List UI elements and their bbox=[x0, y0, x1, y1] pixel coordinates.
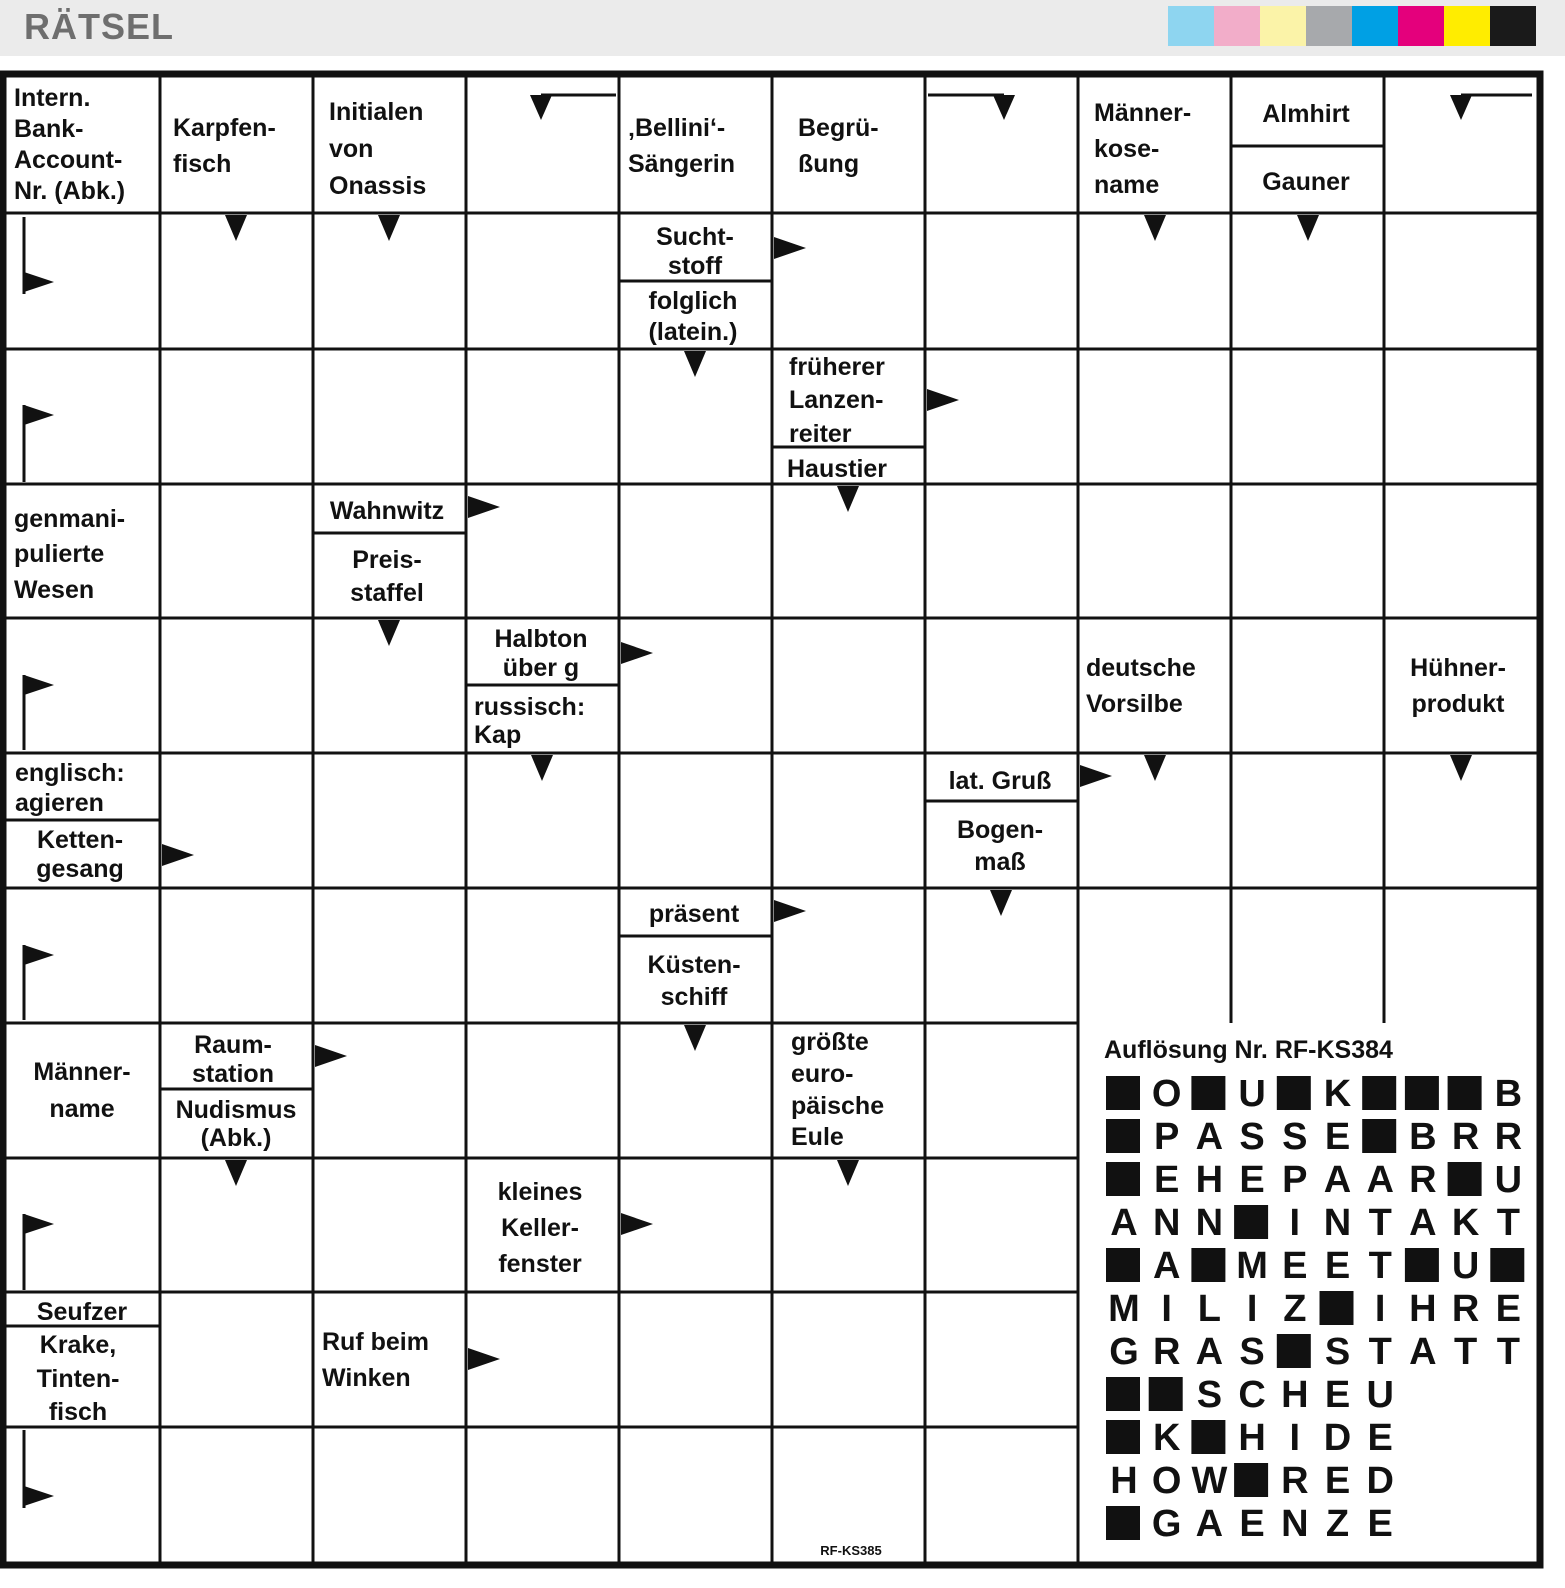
clue-text: Vorsilbe bbox=[1086, 690, 1183, 718]
solution-letter: E bbox=[1367, 1503, 1393, 1545]
solution-letter: U bbox=[1494, 1159, 1523, 1201]
header-bar bbox=[0, 0, 1565, 56]
clue-text: produkt bbox=[1411, 690, 1505, 718]
grid-cell[interactable] bbox=[466, 213, 619, 349]
clue-text: Lanzen- bbox=[789, 386, 884, 414]
solution-letter: A bbox=[1195, 1331, 1224, 1373]
grid-cell[interactable] bbox=[925, 1158, 1078, 1292]
solution-letter: I bbox=[1161, 1288, 1172, 1330]
grid-cell[interactable] bbox=[313, 1158, 466, 1292]
grid-cell[interactable] bbox=[1231, 888, 1384, 1023]
clue-text: kleines bbox=[497, 1178, 583, 1206]
clue-text: gesang bbox=[36, 855, 124, 883]
color-swatch bbox=[1398, 6, 1444, 46]
grid-cell[interactable] bbox=[466, 888, 619, 1023]
grid-cell[interactable] bbox=[313, 1023, 466, 1158]
solution-letter: K bbox=[1451, 1202, 1480, 1244]
black-square bbox=[1490, 1248, 1524, 1282]
clue-text: Haustier bbox=[787, 455, 888, 483]
clue-text: (latein.) bbox=[648, 318, 738, 346]
grid-cell[interactable] bbox=[619, 484, 772, 618]
black-square bbox=[1191, 1076, 1225, 1110]
grid-cell[interactable] bbox=[1231, 618, 1384, 753]
solution-letter: B bbox=[1494, 1073, 1523, 1115]
grid-cell[interactable] bbox=[1384, 484, 1537, 618]
grid-cell[interactable] bbox=[619, 1292, 772, 1427]
clue-text: fisch bbox=[173, 150, 232, 178]
black-square bbox=[1106, 1506, 1140, 1540]
clue-text: Almhirt bbox=[1262, 100, 1350, 128]
clue-cell bbox=[774, 79, 924, 212]
solution-letter: S bbox=[1324, 1331, 1351, 1373]
solution-letter: R bbox=[1494, 1116, 1523, 1158]
solution-letter: H bbox=[1238, 1417, 1266, 1459]
clue-text: Ketten- bbox=[36, 826, 124, 854]
clue-text: name bbox=[49, 1095, 115, 1123]
black-square bbox=[1149, 1377, 1183, 1411]
solution-letter: A bbox=[1195, 1503, 1224, 1545]
clue-text: Begrü- bbox=[798, 114, 879, 142]
clue-text: Männer- bbox=[1094, 99, 1192, 127]
grid-cell[interactable] bbox=[925, 1427, 1078, 1562]
solution-letter: E bbox=[1324, 1460, 1351, 1502]
solution-letter: I bbox=[1289, 1417, 1301, 1459]
solution-letter: E bbox=[1282, 1245, 1308, 1287]
clue-text: englisch: bbox=[15, 759, 125, 787]
color-swatch bbox=[1444, 6, 1490, 46]
solution-letter: A bbox=[1366, 1159, 1394, 1201]
solution-letter: T bbox=[1496, 1331, 1520, 1373]
grid-cell[interactable] bbox=[160, 618, 313, 753]
clue-text: Keller- bbox=[501, 1214, 579, 1242]
black-square bbox=[1106, 1162, 1140, 1196]
black-square bbox=[1106, 1377, 1140, 1411]
grid-cell[interactable] bbox=[772, 618, 925, 753]
clue-text: genmani- bbox=[14, 505, 126, 533]
solution-letter: G bbox=[1151, 1503, 1182, 1545]
solution-letter: G bbox=[1109, 1331, 1139, 1373]
solution-letter: R bbox=[1152, 1331, 1181, 1373]
solution-letter: L bbox=[1197, 1288, 1222, 1330]
solution-letter: H bbox=[1195, 1159, 1224, 1201]
solution-title: Auflösung Nr. RF-KS384 bbox=[1104, 1036, 1393, 1064]
solution-letter: T bbox=[1368, 1331, 1392, 1373]
clue-text: präsent bbox=[648, 900, 740, 928]
solution-letter: H bbox=[1409, 1288, 1437, 1330]
grid-cell[interactable] bbox=[1078, 888, 1231, 1023]
clue-text: russisch: bbox=[474, 693, 586, 721]
clue-text: Raum- bbox=[194, 1031, 272, 1059]
grid-cell[interactable] bbox=[1384, 349, 1537, 484]
black-square bbox=[1106, 1248, 1140, 1282]
solution-letter: N bbox=[1195, 1202, 1224, 1244]
solution-letter: C bbox=[1238, 1374, 1266, 1416]
grid-cell[interactable] bbox=[925, 618, 1078, 753]
grid-cell[interactable] bbox=[1231, 753, 1384, 888]
clue-cell bbox=[621, 79, 771, 212]
grid-cell[interactable] bbox=[619, 1427, 772, 1562]
clue-cell bbox=[1386, 620, 1536, 752]
solution-letter: Z bbox=[1283, 1288, 1307, 1330]
black-square bbox=[1448, 1162, 1482, 1196]
clue-text: Küsten- bbox=[647, 951, 741, 979]
grid-cell[interactable] bbox=[772, 753, 925, 888]
clue-text: Ruf beim bbox=[322, 1328, 429, 1356]
solution-letter: B bbox=[1409, 1116, 1437, 1158]
clue-text: Kap bbox=[474, 721, 522, 749]
clue-text: (Abk.) bbox=[200, 1124, 272, 1152]
grid-cell[interactable] bbox=[1078, 349, 1231, 484]
solution-letter: W bbox=[1191, 1460, 1228, 1502]
grid-cell[interactable] bbox=[466, 349, 619, 484]
clue-text: früherer bbox=[789, 353, 885, 381]
black-square bbox=[1320, 1291, 1354, 1325]
solution-letter: S bbox=[1239, 1331, 1265, 1373]
grid-cell[interactable] bbox=[619, 618, 772, 753]
grid-cell[interactable] bbox=[772, 1427, 925, 1562]
solution-letter: A bbox=[1110, 1202, 1138, 1244]
clue-text: staffel bbox=[350, 579, 424, 607]
black-square bbox=[1362, 1119, 1396, 1153]
black-square bbox=[1362, 1076, 1396, 1110]
black-square bbox=[1448, 1076, 1482, 1110]
clue-text: name bbox=[1094, 171, 1160, 199]
clue-text: Intern. bbox=[14, 84, 91, 112]
clue-text: Krake, bbox=[39, 1331, 117, 1359]
clue-text: station bbox=[192, 1060, 274, 1088]
clue-text: größte bbox=[791, 1028, 869, 1056]
clue-text: euro- bbox=[791, 1060, 854, 1088]
solution-letter: U bbox=[1451, 1245, 1480, 1287]
black-square bbox=[1405, 1076, 1439, 1110]
grid-cell[interactable] bbox=[619, 753, 772, 888]
solution-letter: K bbox=[1152, 1417, 1181, 1459]
solution-letter: A bbox=[1152, 1245, 1181, 1287]
clue-text: Initialen bbox=[329, 98, 424, 126]
grid-cell[interactable] bbox=[313, 753, 466, 888]
clue-text: Hühner- bbox=[1410, 654, 1506, 682]
clue-text: Männer- bbox=[33, 1058, 131, 1086]
color-swatch bbox=[1168, 6, 1214, 46]
grid-cell[interactable] bbox=[313, 888, 466, 1023]
clue-text: von bbox=[329, 135, 374, 163]
solution-letter: N bbox=[1152, 1202, 1181, 1244]
clue-text: folglich bbox=[648, 287, 738, 315]
grid-cell[interactable] bbox=[925, 1023, 1078, 1158]
grid-cell[interactable] bbox=[925, 1292, 1078, 1427]
black-square bbox=[1277, 1076, 1311, 1110]
black-square bbox=[1234, 1205, 1268, 1239]
solution-letter: R bbox=[1409, 1159, 1437, 1201]
clue-text: Onassis bbox=[329, 172, 427, 200]
solution-letter: E bbox=[1495, 1288, 1521, 1330]
color-swatch bbox=[1352, 6, 1398, 46]
solution-letter: D bbox=[1323, 1417, 1352, 1459]
solution-letter: P bbox=[1154, 1116, 1180, 1158]
clue-text: reiter bbox=[789, 420, 852, 448]
solution-letter: H bbox=[1281, 1374, 1309, 1416]
clue-text: Sängerin bbox=[628, 150, 735, 178]
clue-text: päische bbox=[791, 1092, 885, 1120]
solution-letter: D bbox=[1366, 1460, 1394, 1502]
grid-cell[interactable] bbox=[160, 753, 313, 888]
solution-letter: U bbox=[1366, 1374, 1394, 1416]
solution-letter: U bbox=[1238, 1073, 1266, 1115]
grid-cell[interactable] bbox=[1231, 349, 1384, 484]
grid-cell[interactable] bbox=[1078, 484, 1231, 618]
clue-text: deutsche bbox=[1086, 654, 1196, 682]
solution-letter: R bbox=[1281, 1460, 1309, 1502]
clue-text: Karpfen- bbox=[173, 114, 276, 142]
color-swatch bbox=[1306, 6, 1352, 46]
grid-cell[interactable] bbox=[772, 1292, 925, 1427]
clue-text: Account- bbox=[14, 146, 123, 174]
grid-cell[interactable] bbox=[1384, 888, 1537, 1023]
clue-text: Seufzer bbox=[36, 1298, 128, 1326]
grid-cell[interactable] bbox=[925, 349, 1078, 484]
puzzle-code: RF-KS385 bbox=[820, 1543, 882, 1558]
clue-text: Nudismus bbox=[175, 1096, 297, 1124]
clue-cell bbox=[315, 1294, 465, 1426]
solution-letter: E bbox=[1239, 1159, 1265, 1201]
solution-letter: T bbox=[1496, 1202, 1520, 1244]
color-swatch bbox=[1214, 6, 1260, 46]
solution-letter: T bbox=[1453, 1331, 1478, 1373]
black-square bbox=[1234, 1463, 1268, 1497]
solution-letter: O bbox=[1151, 1460, 1182, 1502]
black-square bbox=[1405, 1248, 1439, 1282]
solution-letter: I bbox=[1246, 1288, 1258, 1330]
solution-letter: Z bbox=[1325, 1503, 1350, 1545]
solution-letter: K bbox=[1323, 1073, 1352, 1115]
solution-letter: M bbox=[1108, 1288, 1140, 1330]
clue-text: stoff bbox=[667, 252, 723, 280]
grid-cell[interactable] bbox=[1384, 213, 1537, 349]
grid-cell[interactable] bbox=[160, 888, 313, 1023]
grid-cell[interactable] bbox=[160, 1427, 313, 1562]
grid-cell[interactable] bbox=[466, 1023, 619, 1158]
clue-text: Winken bbox=[322, 1364, 411, 1392]
black-square bbox=[1106, 1076, 1140, 1110]
clue-text: Halbton bbox=[494, 625, 588, 653]
clue-text: fenster bbox=[498, 1250, 582, 1278]
black-square bbox=[1191, 1248, 1225, 1282]
solution-letter: E bbox=[1154, 1159, 1180, 1201]
color-swatch bbox=[1260, 6, 1306, 46]
black-square bbox=[1191, 1420, 1225, 1454]
grid-cell[interactable] bbox=[925, 213, 1078, 349]
solution-letter: R bbox=[1451, 1116, 1480, 1158]
solution-letter: N bbox=[1323, 1202, 1352, 1244]
solution-letter: A bbox=[1195, 1116, 1224, 1158]
solution-letter: S bbox=[1196, 1374, 1223, 1416]
clue-text: lat. Gruß bbox=[948, 767, 1052, 795]
solution-letter: R bbox=[1451, 1288, 1480, 1330]
grid-cell[interactable] bbox=[313, 349, 466, 484]
solution-letter: T bbox=[1368, 1245, 1392, 1287]
black-square bbox=[1106, 1119, 1140, 1153]
clue-text: ‚Bellini‘- bbox=[628, 114, 726, 142]
grid-cell[interactable] bbox=[160, 349, 313, 484]
clue-text: schiff bbox=[660, 983, 728, 1011]
solution-letter: A bbox=[1323, 1159, 1352, 1201]
solution-letter: P bbox=[1282, 1159, 1308, 1201]
solution-letter: S bbox=[1239, 1116, 1265, 1158]
grid-cell[interactable] bbox=[160, 484, 313, 618]
clue-text: Wesen bbox=[14, 576, 95, 604]
clue-text: Nr. (Abk.) bbox=[14, 177, 126, 205]
crossword-grid bbox=[0, 70, 1565, 1588]
solution-letter: E bbox=[1324, 1245, 1351, 1287]
solution-letter: E bbox=[1367, 1417, 1393, 1459]
solution-letter: E bbox=[1324, 1374, 1351, 1416]
clue-text: Bogen- bbox=[956, 816, 1044, 844]
color-calibration-strip bbox=[1168, 6, 1536, 46]
solution-letter: T bbox=[1368, 1202, 1392, 1244]
solution-letter: N bbox=[1281, 1503, 1309, 1545]
clue-text: Eule bbox=[791, 1123, 844, 1151]
solution-letter: S bbox=[1282, 1116, 1308, 1158]
solution-letter: M bbox=[1236, 1245, 1268, 1287]
clue-cell bbox=[8, 1025, 159, 1157]
clue-text: pulierte bbox=[14, 540, 105, 568]
black-square bbox=[1277, 1334, 1311, 1368]
grid-cell[interactable] bbox=[466, 1427, 619, 1562]
clue-text: kose- bbox=[1094, 135, 1160, 163]
solution-letter: O bbox=[1151, 1073, 1182, 1115]
solution-letter: H bbox=[1110, 1460, 1138, 1502]
color-swatch bbox=[1490, 6, 1536, 46]
grid-cell[interactable] bbox=[160, 1292, 313, 1427]
solution-letter: A bbox=[1409, 1331, 1437, 1373]
solution-letter: E bbox=[1324, 1116, 1351, 1158]
solution-letter: I bbox=[1289, 1202, 1301, 1244]
clue-text: maß bbox=[974, 848, 1026, 876]
grid-cell[interactable] bbox=[313, 1427, 466, 1562]
black-square bbox=[1106, 1420, 1140, 1454]
clue-text: Sucht- bbox=[656, 223, 734, 251]
grid-cell[interactable] bbox=[925, 484, 1078, 618]
clue-text: agieren bbox=[15, 789, 104, 817]
page-title: RÄTSEL bbox=[24, 6, 174, 47]
clue-text: über g bbox=[502, 654, 580, 682]
solution-letter: A bbox=[1409, 1202, 1437, 1244]
clue-cell bbox=[162, 79, 312, 212]
clue-text: ßung bbox=[798, 150, 860, 178]
clue-text: Gauner bbox=[1262, 168, 1350, 196]
clue-cell bbox=[1080, 620, 1230, 752]
clue-text: Bank- bbox=[14, 115, 84, 143]
grid-cell[interactable] bbox=[1231, 484, 1384, 618]
clue-text: Tinten- bbox=[36, 1365, 120, 1393]
solution-letter: I bbox=[1374, 1288, 1386, 1330]
solution-letter: E bbox=[1239, 1503, 1265, 1545]
clue-text: Wahnwitz bbox=[329, 497, 445, 525]
grid-cell[interactable] bbox=[772, 213, 925, 349]
clue-text: fisch bbox=[48, 1398, 108, 1426]
clue-text: Preis- bbox=[352, 546, 422, 574]
